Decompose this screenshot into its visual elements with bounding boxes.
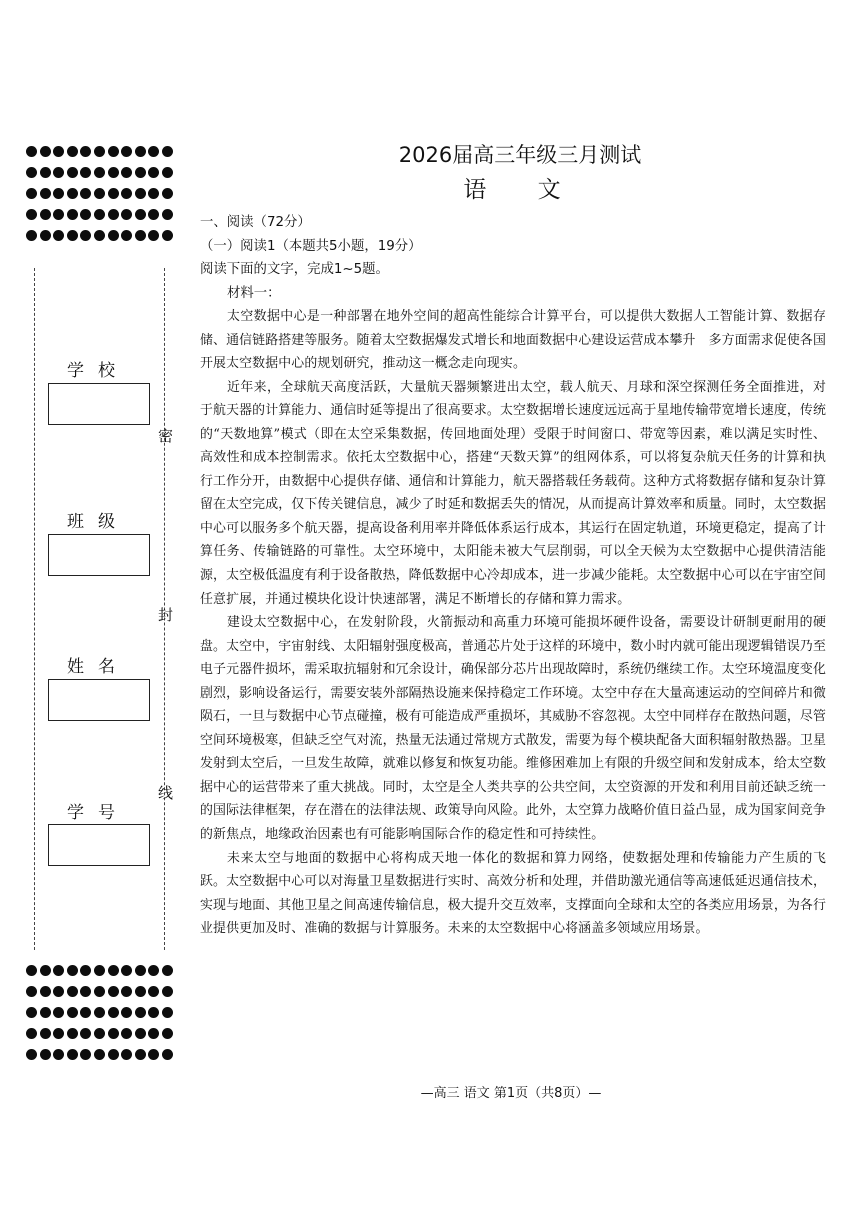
decorative-dot [53, 146, 64, 157]
decorative-dot [40, 209, 51, 220]
decorative-dot [53, 965, 64, 976]
decorative-dot [26, 986, 37, 997]
class-field[interactable] [48, 534, 150, 576]
top-dot-grid [26, 146, 178, 241]
decorative-dot [121, 1049, 132, 1060]
name-label: 姓名 [67, 657, 129, 677]
decorative-dot [135, 1007, 146, 1018]
seal-char-mi: 密 [158, 427, 174, 445]
decorative-dot [94, 167, 105, 178]
decorative-dot [135, 230, 146, 241]
decorative-dot [121, 986, 132, 997]
decorative-dot [80, 1028, 91, 1039]
decorative-dot [162, 1028, 173, 1039]
decorative-dot [53, 1049, 64, 1060]
decorative-dot [108, 1049, 119, 1060]
decorative-dot [80, 146, 91, 157]
decorative-dot [80, 188, 91, 199]
decorative-dot [40, 167, 51, 178]
decorative-dot [67, 146, 78, 157]
decorative-dot [67, 1007, 78, 1018]
bottom-dot-grid [26, 965, 178, 1060]
decorative-dot [148, 1028, 159, 1039]
decorative-dot [26, 1049, 37, 1060]
decorative-dot [94, 1028, 105, 1039]
decorative-dot [162, 146, 173, 157]
student-id-label: 学号 [67, 803, 129, 823]
decorative-dot [67, 230, 78, 241]
decorative-dot [162, 1049, 173, 1060]
decorative-dot [121, 188, 132, 199]
decorative-dot [135, 1028, 146, 1039]
decorative-dot [121, 965, 132, 976]
decorative-dot [162, 167, 173, 178]
decorative-dot [121, 230, 132, 241]
decorative-dot [121, 209, 132, 220]
decorative-dot [108, 1007, 119, 1018]
decorative-dot [162, 209, 173, 220]
paragraph-4: 未来太空与地面的数据中心将构成天地一体化的数据和算力网络，使数据处理和传输能力产生质的飞跃。太空数据中心可以对海量卫星数据进行实时、高效分析和处理，并借助激光通信等高速低延迟通信技术，实现与地面、其他卫星之间高速传输信息，极大提升交互效率，支撑面向全球和太空的各类应用场景，为各行业提供更加及时、准确的数据与计算服务。未来的太空数据中心将涵盖多领域应用场景。 [200, 850, 826, 937]
decorative-dot [26, 1028, 37, 1039]
decorative-dot [94, 1049, 105, 1060]
section-heading: 一、阅读（72分） [200, 215, 311, 230]
decorative-dot [67, 1049, 78, 1060]
decorative-dot [40, 146, 51, 157]
decorative-dot [80, 167, 91, 178]
decorative-dot [94, 986, 105, 997]
seal-char-xian: 线 [158, 784, 174, 802]
decorative-dot [26, 209, 37, 220]
decorative-dot [148, 230, 159, 241]
decorative-dot [40, 965, 51, 976]
decorative-dot [94, 230, 105, 241]
decorative-dot [26, 230, 37, 241]
decorative-dot [67, 1028, 78, 1039]
decorative-dot [148, 1007, 159, 1018]
decorative-dot [162, 188, 173, 199]
decorative-dot [148, 188, 159, 199]
exam-content [200, 140, 826, 941]
decorative-dot [148, 146, 159, 157]
exam-title: 2026届高三年级三月测试 [398, 143, 642, 167]
decorative-dot [121, 167, 132, 178]
decorative-dot [148, 965, 159, 976]
decorative-dot [40, 230, 51, 241]
decorative-dot [108, 1028, 119, 1039]
school-label: 学校 [67, 361, 129, 381]
decorative-dot [135, 209, 146, 220]
decorative-dot [94, 209, 105, 220]
decorative-dot [26, 167, 37, 178]
decorative-dot [162, 986, 173, 997]
decorative-dot [53, 167, 64, 178]
decorative-dot [162, 1007, 173, 1018]
decorative-dot [80, 986, 91, 997]
decorative-dot [94, 1007, 105, 1018]
decorative-dot [26, 146, 37, 157]
decorative-dot [40, 1049, 51, 1060]
class-label: 班级 [67, 512, 129, 532]
binding-dashed-line-left [34, 268, 35, 950]
decorative-dot [121, 146, 132, 157]
decorative-dot [148, 209, 159, 220]
decorative-dot [67, 209, 78, 220]
name-field[interactable] [48, 679, 150, 721]
seal-char-feng: 封 [158, 606, 174, 624]
decorative-dot [40, 1028, 51, 1039]
decorative-dot [80, 965, 91, 976]
decorative-dot [67, 965, 78, 976]
decorative-dot [108, 986, 119, 997]
decorative-dot [94, 188, 105, 199]
page-footer: —高三 语文 第1页（共8页）— [420, 1086, 602, 1101]
decorative-dot [40, 1007, 51, 1018]
decorative-dot [148, 986, 159, 997]
school-field[interactable] [48, 383, 150, 425]
decorative-dot [53, 188, 64, 199]
paragraph-1: 太空数据中心是一种部署在地外空间的超高性能综合计算平台，可以提供大数据人工智能计算、数据存储、通信链路搭建等服务。随着太空数据爆发式增长和地面数据中心建设运营成本攀升 多方面需求促使各国开展太空数据中心的规划研究，推动这一概念走向现实。 [200, 309, 826, 372]
decorative-dot [135, 1049, 146, 1060]
paragraph-3: 建设太空数据中心，在发射阶段，火箭振动和高重力环境可能损坏硬件设备，需要设计研制更耐用的硬盘。太空中，宇宙射线、太阳辐射强度极高，普通芯片处于这样的环境中，数小时内就可能出现逻辑错误乃至电子元器件损坏，需采取抗辐射和冗余设计，确保部分芯片出现故障时，系统仍继续工作。太空环境温度变化剧烈，影响设备运行，需要安装外部隔热设施来保持稳定工作环境。太空中存在大量高速运动的空间碎片和微陨石，一旦与数据中心节点碰撞，极有可能造成严重损坏，其威胁不容忽视。太空中同样存在散热问题，尽管空间环境极寒，但缺乏空气对流，热量无法通过常规方式散发，需要为每个模块配备大面积辐射散热器。卫星发射到太空后，一旦发生故障，就难以修复和恢复功能。维修困难加上有限的升级空间和发射成本，给太空数据中心的运营带来了重大挑战。同时，太空是全人类共享的公共空间，太空资源的开发和利用目前还缺乏统一的国际法律框架，存在潜在的法律法规、政策导向风险。此外，太空算力战略价值日益凸显，成为国家间竞争的新焦点，地缘政治因素也有可能影响国际合作的稳定性和可持续性。 [200, 615, 826, 843]
decorative-dot [94, 146, 105, 157]
decorative-dot [40, 188, 51, 199]
decorative-dot [135, 986, 146, 997]
decorative-dot [121, 1028, 132, 1039]
decorative-dot [135, 965, 146, 976]
decorative-dot [148, 167, 159, 178]
decorative-dot [40, 986, 51, 997]
decorative-dot [121, 1007, 132, 1018]
decorative-dot [53, 986, 64, 997]
student-id-field[interactable] [48, 824, 150, 866]
decorative-dot [108, 188, 119, 199]
decorative-dot [108, 146, 119, 157]
decorative-dot [162, 230, 173, 241]
decorative-dot [135, 167, 146, 178]
decorative-dot [94, 965, 105, 976]
decorative-dot [135, 146, 146, 157]
paragraph-2: 近年来，全球航天高度活跃，大量航天器频繁进出太空，载人航天、月球和深空探测任务全面推进，对于航天器的计算能力、通信时延等提出了很高要求。太空数据增长速度远远高于星地传输带宽增长速度，传统的“天数地算”模式（即在太空采集数据，传回地面处理）受限于时间窗口、带宽等因素，难以满足实时性、高效性和成本控制需求。依托太空数据中心，搭建“天数天算”的组网体系，可以将复杂航天任务的计算和执行工作分开，由数据中心提供存储、通信和计算能力，航天器搭载任务载荷。这种方式将数据存储和复杂计算留在太空完成，仅下传关键信息，减少了时延和数据丢失的情况，从而提高计算效率和质量。同时，太空数据中心可以服务多个航天器，提高设备利用率并降低体系运行成本，其运行在固定轨道，环境更稳定，提高了计算任务、传输链路的可靠性。太空环境中，太阳能未被大气层削弱，可以全天候为太空数据中心提供清洁能源，太空极低温度有利于设备散热，降低数据中心冷却成本，进一步减少能耗。太空数据中心可以在宇宙空间任意扩展，并通过模块化设计快速部署，满足不断增长的存储和算力需求。 [200, 379, 826, 607]
decorative-dot [80, 1007, 91, 1018]
decorative-dot [108, 230, 119, 241]
decorative-dot [26, 1007, 37, 1018]
decorative-dot [80, 230, 91, 241]
sub-section-heading: （一）阅读1（本题共5小题，19分） [200, 238, 422, 254]
material-label: 材料一： [227, 285, 281, 301]
decorative-dot [108, 209, 119, 220]
decorative-dot [108, 167, 119, 178]
instruction: 阅读下面的文字，完成1~5题。 [200, 262, 389, 277]
decorative-dot [53, 230, 64, 241]
decorative-dot [80, 209, 91, 220]
decorative-dot [67, 167, 78, 178]
decorative-dot [135, 188, 146, 199]
decorative-dot [53, 209, 64, 220]
decorative-dot [67, 986, 78, 997]
decorative-dot [53, 1007, 64, 1018]
exam-subject: 语 文 [463, 177, 583, 203]
decorative-dot [80, 1049, 91, 1060]
decorative-dot [148, 1049, 159, 1060]
decorative-dot [26, 188, 37, 199]
decorative-dot [26, 965, 37, 976]
decorative-dot [162, 965, 173, 976]
decorative-dot [53, 1028, 64, 1039]
decorative-dot [67, 188, 78, 199]
decorative-dot [108, 965, 119, 976]
